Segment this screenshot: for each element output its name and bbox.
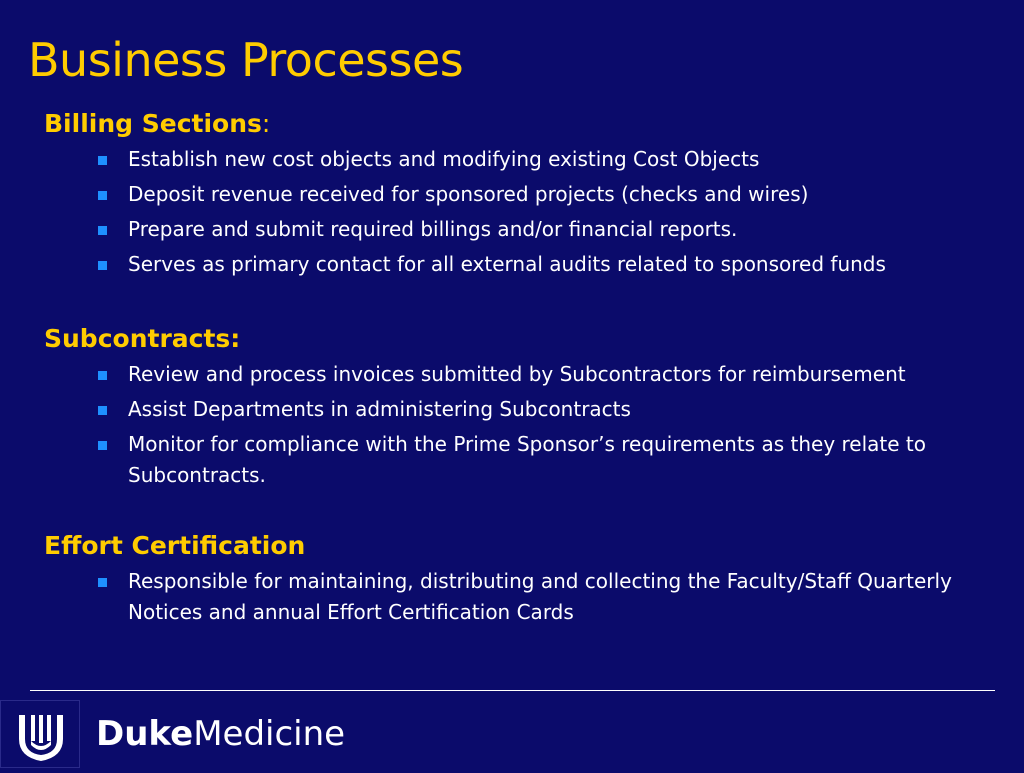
square-bullet-icon (98, 191, 107, 200)
section-heading-text: Billing Sections (44, 109, 262, 138)
square-bullet-icon (98, 441, 107, 450)
list-item (128, 359, 998, 390)
duke-medicine-shield-graphic (1, 701, 81, 769)
square-bullet-icon (98, 156, 107, 165)
square-bullet-icon (98, 578, 107, 587)
section-heading-colon: : (261, 109, 271, 138)
bullet-text: Serves as primary contact for all external audits related to sponsored funds (128, 252, 886, 276)
bullet-text: Assist Departments in administering Subcontracts (128, 397, 631, 421)
square-bullet-icon (98, 226, 107, 235)
bullet-text: Establish new cost objects and modifying existing Cost Objects (128, 147, 760, 171)
section-subcontracts (44, 323, 998, 495)
section-heading (44, 108, 998, 140)
bullet-text: Review and process invoices submitted by Subcontractors for reimbursement (128, 362, 906, 386)
section-effort-certification (44, 530, 998, 633)
footer-divider (30, 690, 995, 691)
bullet-text: Responsible for maintaining, distributing and collecting the Faculty/Staff Quarterly Notices and annual Effort Certification Cards (128, 569, 952, 624)
section-billing (44, 108, 998, 284)
bullet-text: Monitor for compliance with the Prime Sponsor’s requirements as they relate to Subcontracts. (128, 432, 926, 487)
duke-medicine-shield-icon (0, 700, 80, 768)
list-item (128, 429, 998, 491)
list-item (128, 144, 998, 175)
list-item (128, 179, 998, 210)
bullet-text: Prepare and submit required billings and/or financial reports. (128, 217, 738, 241)
bullet-list (44, 144, 998, 280)
section-heading: Subcontracts: (44, 324, 241, 353)
logo-word-medicine: Medicine (193, 714, 346, 754)
square-bullet-icon (98, 406, 107, 415)
logo-word-duke: Duke (96, 714, 194, 754)
list-item (128, 566, 998, 628)
bullet-list (44, 566, 998, 628)
bullet-text: Deposit revenue received for sponsored projects (checks and wires) (128, 182, 809, 206)
list-item (128, 394, 998, 425)
square-bullet-icon (98, 371, 107, 380)
list-item (128, 214, 998, 245)
square-bullet-icon (98, 261, 107, 270)
duke-medicine-logo (96, 712, 345, 756)
slide-title: Business Processes (28, 33, 464, 87)
section-heading: Effort Certification (44, 531, 306, 560)
bullet-list (44, 359, 998, 491)
list-item (128, 249, 998, 280)
